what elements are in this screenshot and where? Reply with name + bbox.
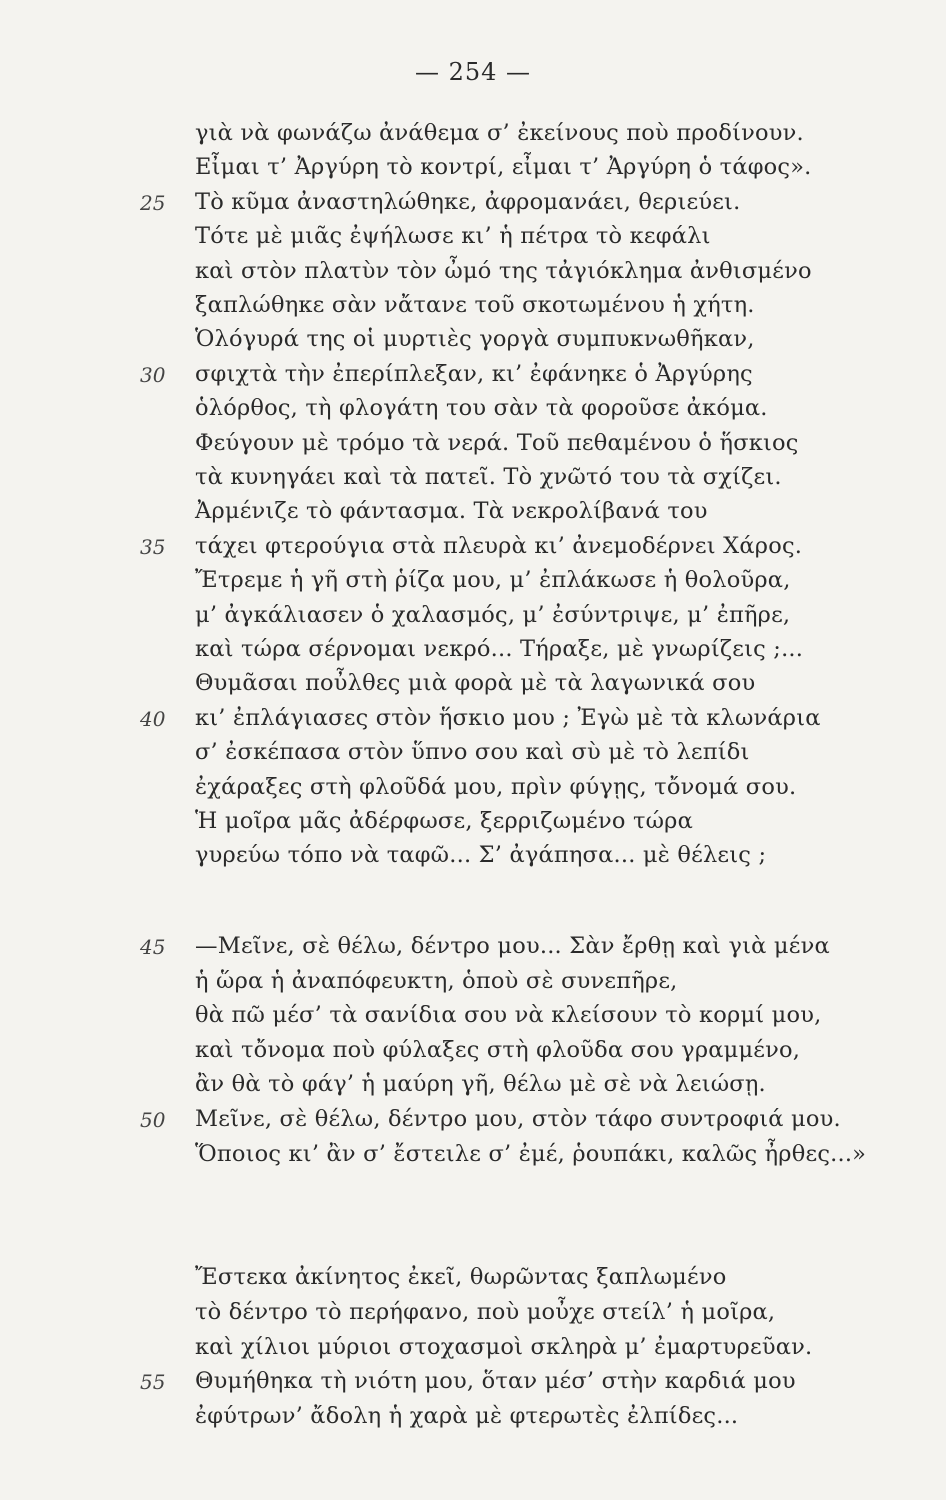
poem-line: Ὅποιος κι’ ἂν σ’ ἔστειλε σ’ ἐμέ, ῥουπάκι, καλῶς ἦρθες...» xyxy=(195,1140,867,1167)
poem-line: τὸ δέντρο τὸ περήφανο, ποὺ μοὖχε στείλ’ ἡ μοῖρα, xyxy=(195,1298,776,1325)
poem-line: ὁλόρθος, τὴ φλογάτη του σὰν τὰ φοροῦσε ἀκόμα. xyxy=(195,395,768,422)
poem-line: Ἀρμένιζε τὸ φάντασμα. Τὰ νεκρολίβανά του xyxy=(195,498,708,525)
poem-line: ξαπλώθηκε σὰν νἄτανε τοῦ σκοτωμένου ἡ χήτη. xyxy=(195,292,755,318)
poem-line: —Μεῖνε, σὲ θέλω, δέντρο μου... Σὰν ἔρθῃ καὶ γιὰ μένα xyxy=(195,933,830,959)
poem-line: Θυμήθηκα τὴ νιότη μου, ὅταν μέσ’ στὴν καρδιά μου xyxy=(195,1368,796,1395)
poem-line: ἐχάραξες στὴ φλοῦδά μου, πρὶν φύγῃς, τὄνομά σου. xyxy=(195,773,797,800)
poem-line: γιὰ νὰ φωνάζω ἀνάθεμα σ’ ἐκείνους ποὺ προδίνουν. xyxy=(195,120,804,146)
line-number: 25 xyxy=(140,190,166,215)
poem-line: Τότε μὲ μιᾶς ἐψήλωσε κι’ ἡ πέτρα τὸ κεφάλι xyxy=(195,223,711,250)
poem-line: ἡ ὥρα ἡ ἀναπόφευκτη, ὁποὺ σὲ συνεπῆρε, xyxy=(195,967,678,994)
poem-line: Μεῖνε, σὲ θέλω, δέντρο μου, στὸν τάφο συντροφιά μου. xyxy=(195,1106,841,1132)
poem-line: Εἶμαι τ’ Ἀργύρη τὸ κοντρί, εἶμαι τ’ Ἀργύρη ὁ τάφος». xyxy=(195,154,812,181)
poem-line: Ἔστεκα ἀκίνητος ἐκεῖ, θωρῶντας ξαπλωμένο xyxy=(195,1264,727,1290)
poem-line: σ’ ἐσκέπασα στὸν ὕπνο σου καὶ σὺ μὲ τὸ λεπίδι xyxy=(195,739,750,766)
line-number: 45 xyxy=(140,935,166,959)
poem-line: Φεύγουν μὲ τρόμο τὰ νερά. Τοῦ πεθαμένου ὁ ἥσκιος xyxy=(195,429,799,456)
poem-line: ἂν θὰ τὸ φάγ’ ἡ μαύρη γῆ, θέλω μὲ σὲ νὰ λειώσῃ. xyxy=(195,1071,766,1098)
poem-line: Ἡ μοῖρα μᾶς ἀδέρφωσε, ξερριζωμένο τώρα xyxy=(195,808,693,834)
line-number: 30 xyxy=(140,362,166,387)
line-number: 40 xyxy=(140,706,166,731)
poem-line: καὶ χίλιοι μύριοι στοχασμοὶ σκληρὰ μ’ ἐμαρτυρεῦαν. xyxy=(195,1333,813,1360)
poem-line: καὶ τὄνομα ποὺ φύλαξες στὴ φλοῦδα σου γραμμένο, xyxy=(195,1036,801,1063)
poem-line: Ἔτρεμε ἡ γῆ στὴ ῥίζα μου, μ’ ἐπλάκωσε ἡ θολοῦρα, xyxy=(195,567,791,594)
poem-line: Τὸ κῦμα ἀναστηλώθηκε, ἀφρομανάει, θεριεύει. xyxy=(195,188,741,215)
page-number: — 254 — xyxy=(414,58,532,86)
poem-line: τάχει φτερούγια στὰ πλευρὰ κι’ ἀνεμοδέρνει Χάρος. xyxy=(195,532,803,559)
poem-line: Θυμᾶσαι ποὖλθες μιὰ φορὰ μὲ τὰ λαγωνικά σου xyxy=(195,670,756,697)
poem-line: γυρεύω τόπο νὰ ταφῶ... Σ’ ἀγάπησα... μὲ θέλεις ; xyxy=(195,842,767,869)
poem-line: μ’ ἀγκάλιασεν ὁ χαλασμός, μ’ ἐσύντριψε, μ’ ἐπῆρε, xyxy=(195,601,791,628)
poem-line: τὰ κυνηγάει καὶ τὰ πατεῖ. Τὸ χνῶτό του τὰ σχίζει. xyxy=(195,464,782,490)
line-number: 50 xyxy=(140,1108,166,1132)
poem-line: καὶ τώρα σέρνομαι νεκρό... Τήραξε, μὲ γνωρίζεις ;... xyxy=(195,636,804,662)
line-number: 55 xyxy=(140,1370,166,1395)
poem-line: Ὁλόγυρά της οἱ μυρτιὲς γοργὰ συμπυκνωθῆκαν, xyxy=(195,326,755,353)
line-number: 35 xyxy=(140,534,166,559)
poem-line: σφιχτὰ τὴν ἐπερίπλεξαν, κι’ ἐφάνηκε ὁ Ἀργύρης xyxy=(195,360,753,387)
poem-line: καὶ στὸν πλατὺν τὸν ὦμό της τἀγιόκλημα ἀνθισμένο xyxy=(195,257,812,284)
poem-line: κι’ ἐπλάγιασες στὸν ἥσκιο μου ; Ἐγὼ μὲ τὰ κλωνάρια xyxy=(195,704,821,731)
poem-line: θὰ πῶ μέσ’ τὰ σανίδια σου νὰ κλείσουν τὸ κορμί μου, xyxy=(195,1002,822,1029)
poem-line: ἐφύτρων’ ἄδολη ἡ χαρὰ μὲ φτερωτὲς ἐλπίδες... xyxy=(195,1403,739,1430)
